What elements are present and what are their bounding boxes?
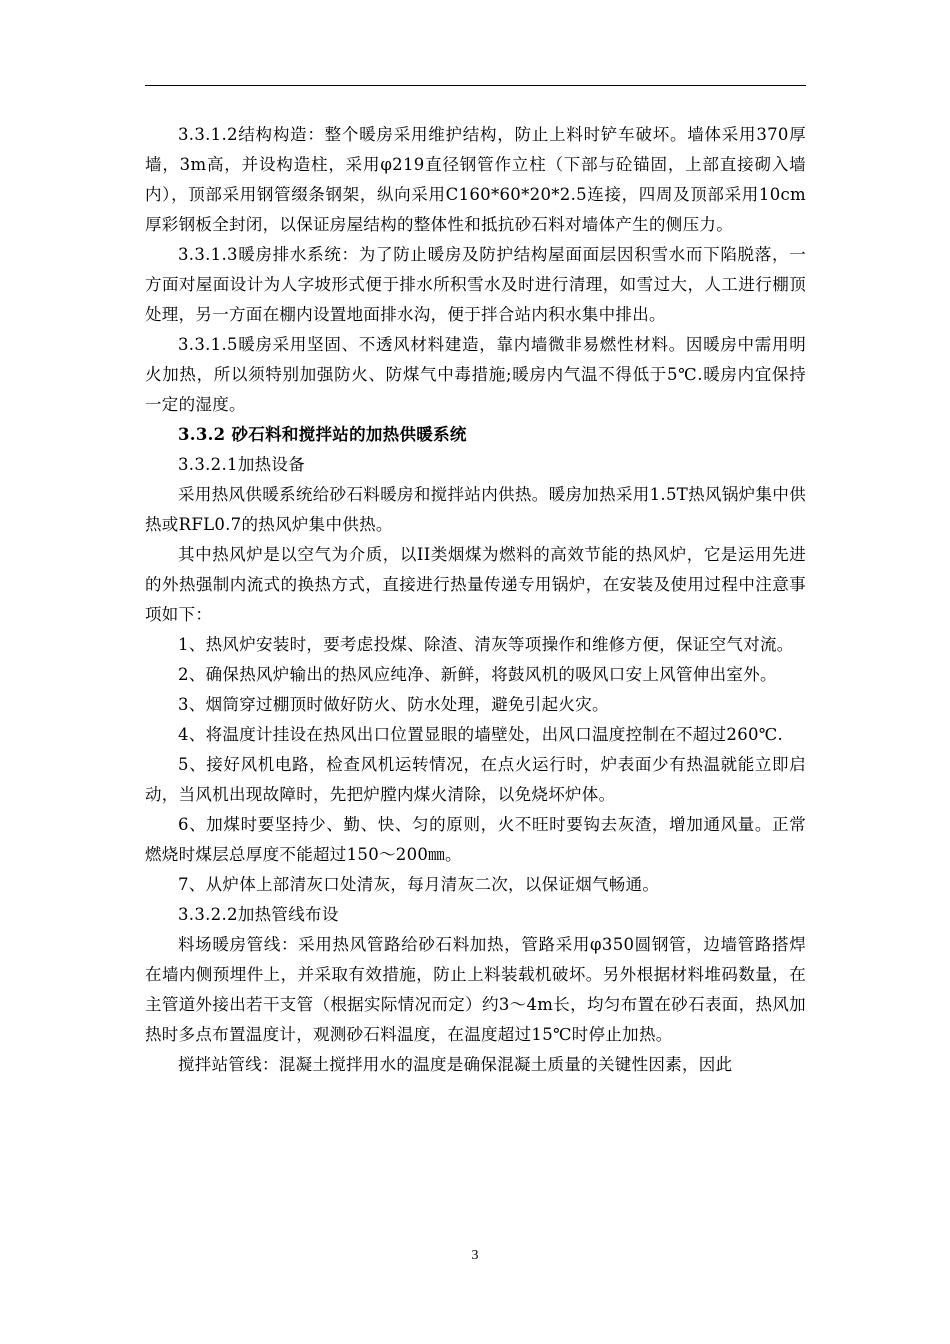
- paragraph-hot-air-furnace: 其中热风炉是以空气为介质，以II类烟煤为燃料的高效节能的热风炉，它是运用先进的外热强制内流式的换热方式，直接进行热量传递专用锅炉，在安装及使用过程中注意事项如下：: [145, 545, 806, 624]
- paragraph-yard-pipeline: 料场暖房管线：采用热风管路给砂石料加热，管路采用φ350圆钢管，边墙管路搭焊在墙内侧预埋件上，并采取有效措施，防止上料装载机破坏。另外根据材料堆码数量，在主管道外接出若干支管（根据实际情况而定）约3～4m长，均匀布置在砂石表面，热风加热时多点布置温度计，观测砂石料温度，在温度超过15℃时停止加热。: [145, 935, 806, 1044]
- paragraph-3-3-1-3: 3.3.1.3暖房排水系统：为了防止暖房及防护结构屋面面层因积雪水而下陷脱落，一方面对屋面设计为人字坡形式便于排水所积雪水及时进行清理，如雪过大，人工进行棚顶处理，另一方面在棚内设置地面排水沟，便于拌合站内积水集中排出。: [145, 245, 806, 324]
- list-item-7: 7、从炉体上部清灰口处清灰，每月清灰二次，以保证烟气畅通。: [178, 875, 660, 894]
- paragraph-3-3-1-5: 3.3.1.5暖房采用坚固、不透风材料建造，靠内墙微非易燃性材料。因暖房中需用明火加热，所以须特别加强防火、防煤气中毒措施;暖房内气温不得低于5℃.暖房内宜保持一定的湿度。: [145, 335, 806, 414]
- paragraph-mixing-station-pipeline: 搅拌站管线：混凝土搅拌用水的温度是确保混凝土质量的关键性因素，因此: [178, 1055, 733, 1074]
- list-item-2: 2、确保热风炉输出的热风应纯净、新鲜，将鼓风机的吸风口安上风管伸出室外。: [178, 665, 777, 684]
- list-item-6: 6、加煤时要坚持少、勤、快、匀的原则，火不旺时要钩去灰渣，增加通风量。正常燃烧时煤层总厚度不能超过150～200㎜。: [145, 815, 806, 864]
- header-rule: [145, 85, 806, 86]
- subheading-3-3-2-1: 3.3.2.1加热设备: [178, 455, 306, 474]
- paragraph-heating-supply: 采用热风供暖系统给砂石料暖房和搅拌站内供热。暖房加热采用1.5T热风锅炉集中供热或RFL0.7的热风炉集中供热。: [145, 485, 806, 534]
- list-item-5: 5、接好风机电路，检查风机运转情况，在点火运行时，炉表面少有热温就能立即启动，当风机出现故障时，先把炉膛内煤火清除，以免烧坏炉体。: [145, 755, 806, 804]
- section-heading-3-3-2: 3.3.2 砂石料和搅拌站的加热供暖系统: [178, 425, 467, 444]
- list-item-3: 3、烟筒穿过棚顶时做好防火、防水处理，避免引起火灾。: [178, 695, 609, 714]
- document-body: [145, 120, 806, 1080]
- paragraph-3-3-1-2: 3.3.1.2结构构造：整个暖房采用维护结构，防止上料时铲车破坏。墙体采用370厚墙，3m高，并设构造柱，采用φ219直径钢管作立柱（下部与砼锚固，上部直接砌入墙内），顶部采用钢管缀条钢架，纵向采用C160*60*20*2.5连接，四周及顶部采用10cm厚彩钢板全封闭，以保证房屋结构的整体性和抵抗砂石料对墙体产生的侧压力。: [145, 125, 806, 234]
- subheading-3-3-2-2: 3.3.2.2加热管线布设: [178, 905, 339, 924]
- page-number: 3: [471, 1248, 479, 1263]
- list-item-1: 1、热风炉安装时，要考虑投煤、除渣、清灰等项操作和维修方便，保证空气对流。: [178, 635, 794, 654]
- list-item-4: 4、将温度计挂设在热风出口位置显眼的墙壁处，出风口温度控制在不超过260℃.: [178, 725, 784, 744]
